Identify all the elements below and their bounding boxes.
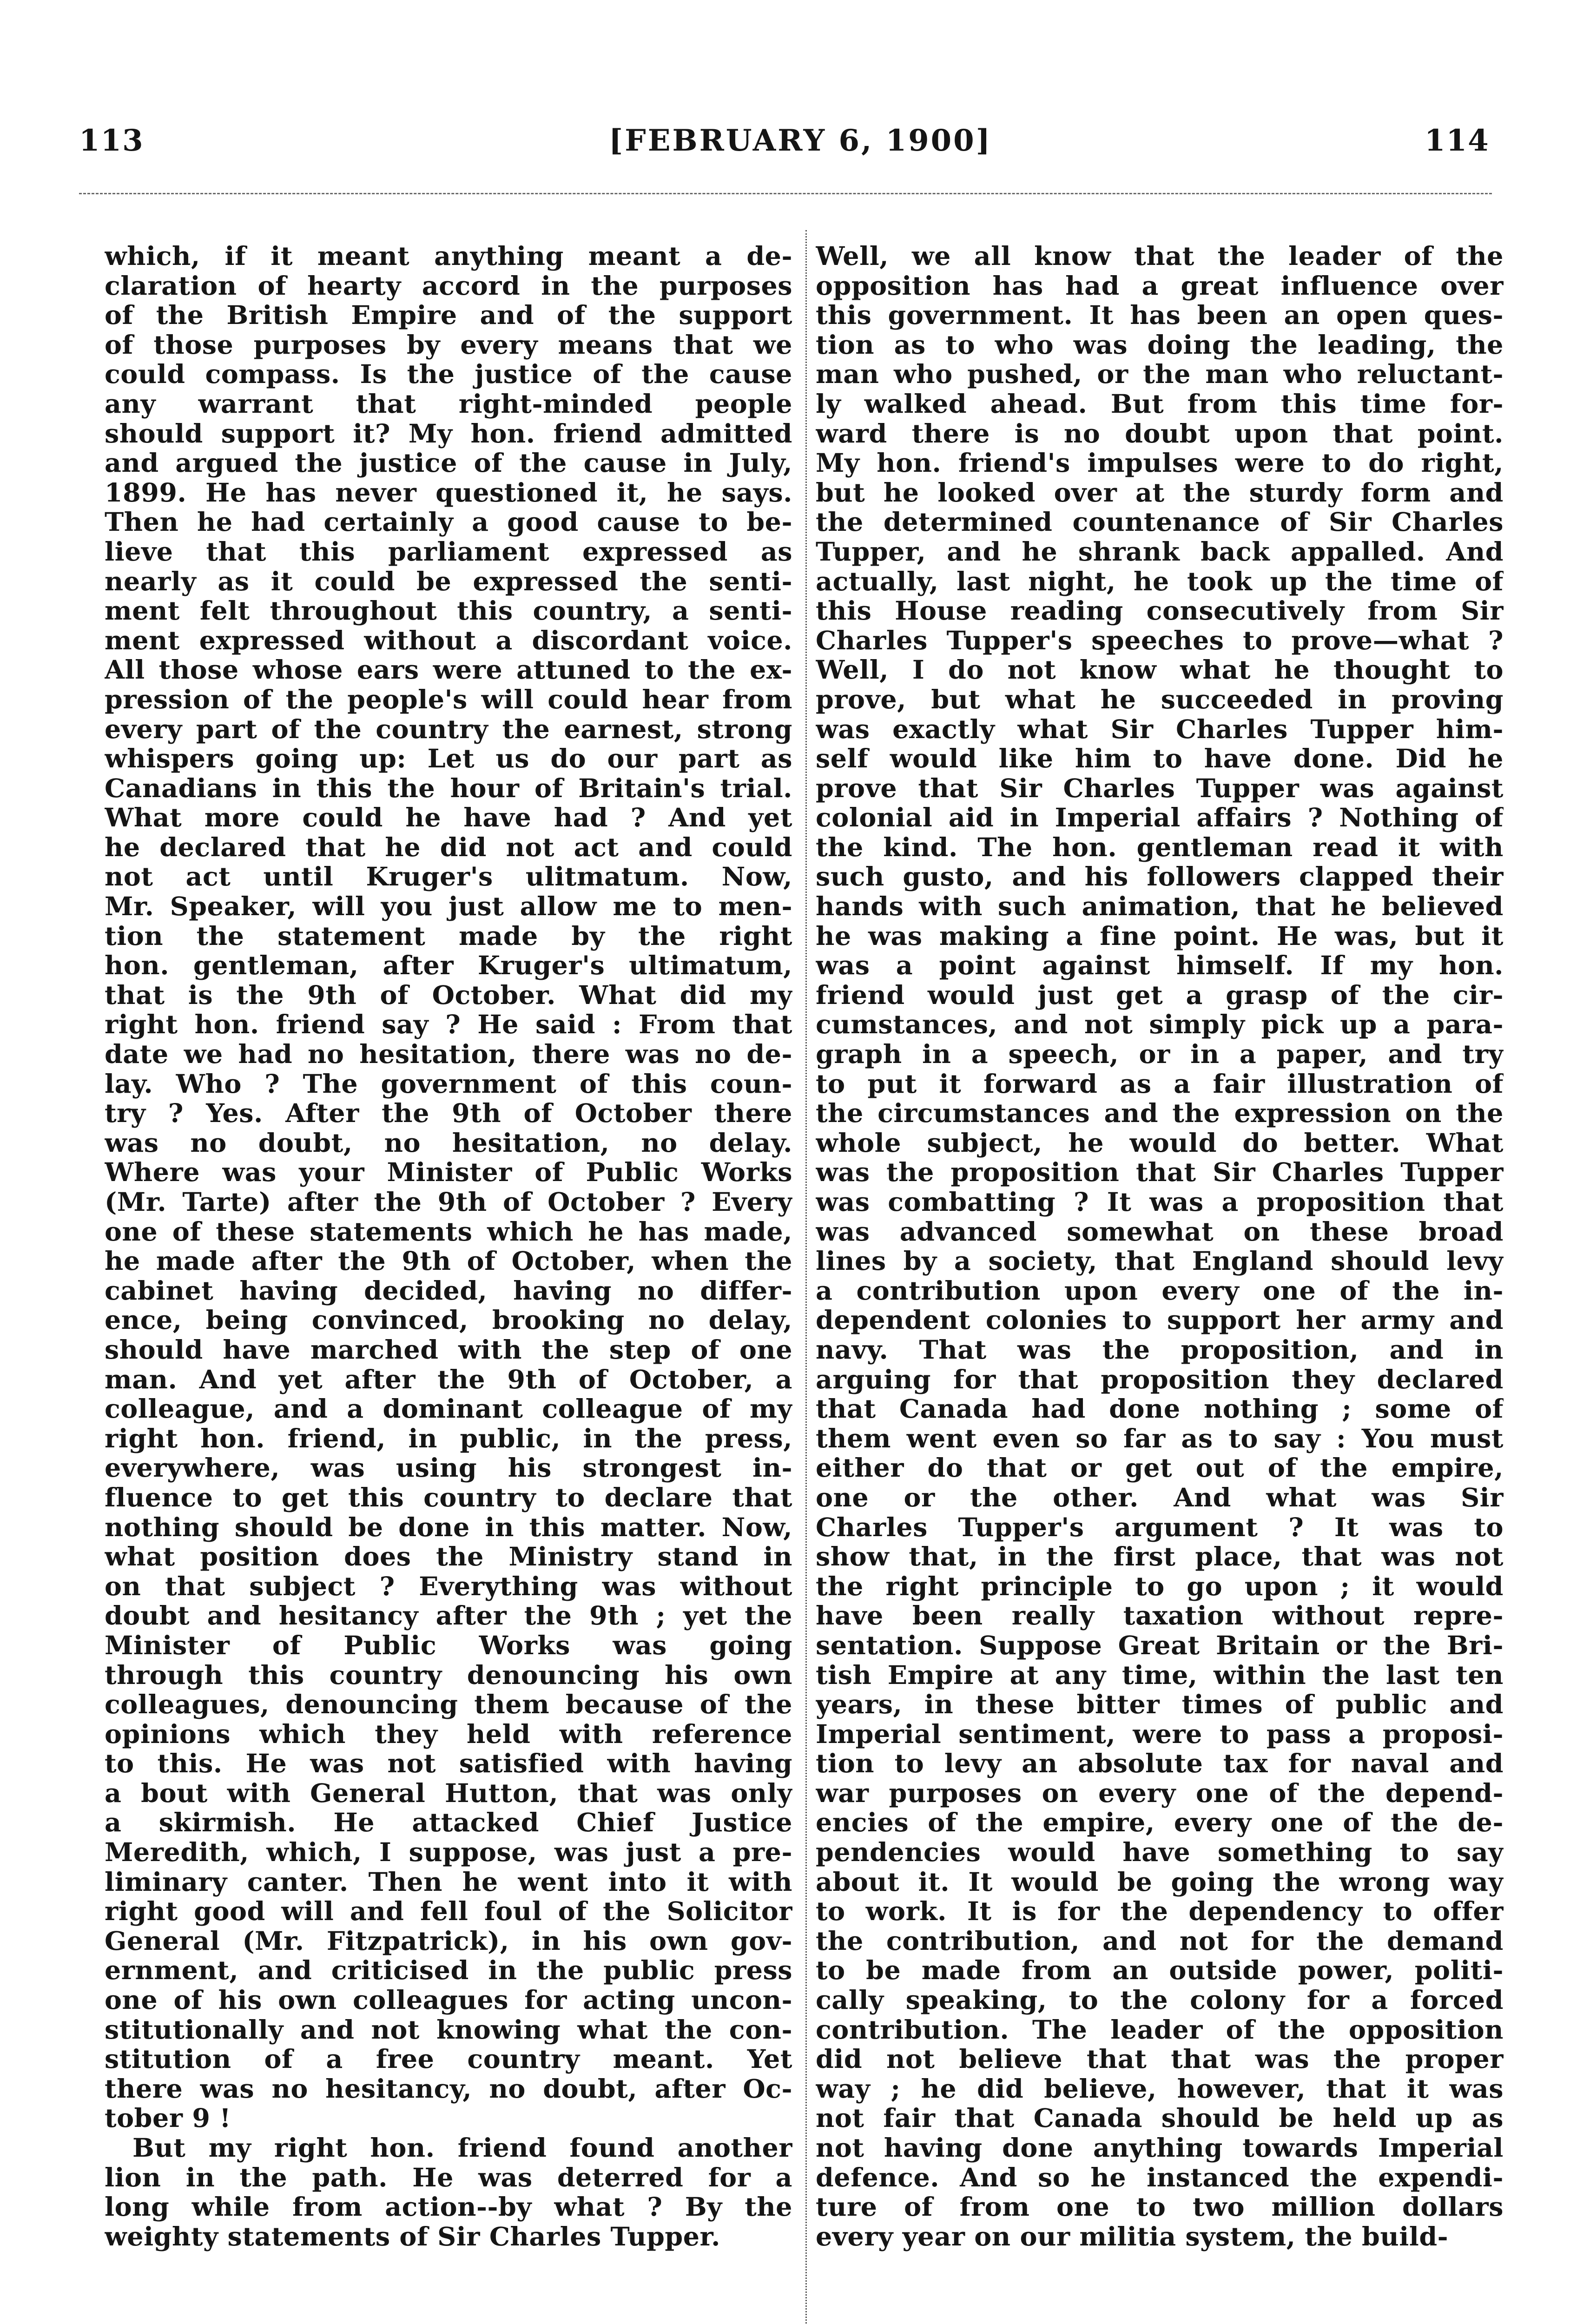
text-line: he declared that he did not act and could	[105, 832, 792, 863]
text-line: should have marched with the step of one	[105, 1335, 792, 1365]
text-line: Charles Tupper's speeches to prove—what ?	[816, 626, 1504, 656]
text-line: Imperial sentiment, were to pass a proposi-	[816, 1719, 1504, 1750]
text-line: prove, but what he succeeded in proving	[816, 685, 1504, 715]
text-line: this House reading consecutively from Sir	[816, 596, 1504, 626]
text-line: which, if it meant anything meant a de-	[105, 242, 792, 271]
text-line: did not believe that that was the proper	[816, 2045, 1504, 2074]
text-line: the determined countenance of Sir Charles	[816, 508, 1504, 537]
text-line: colleagues, denouncing them because of the	[105, 1690, 792, 1720]
text-line: whole subject, he would do better. What	[816, 1128, 1504, 1158]
text-line: stitutionally and not knowing what the con-	[105, 2015, 792, 2045]
text-line: tober 9 !	[105, 2104, 231, 2133]
text-line: date we had no hesitation, there was no de-	[105, 1040, 792, 1070]
text-line: the kind. The hon. gentleman read it with	[816, 832, 1504, 863]
text-line: lay. Who ? The government of this coun-	[105, 1069, 792, 1099]
text-line: pendencies would have something to say	[816, 1838, 1504, 1868]
text-line: he made after the 9th of October, when the	[105, 1247, 792, 1276]
text-line: was combatting ? It was a proposition that	[816, 1188, 1504, 1217]
text-line: try ? Yes. After the 9th of October there	[105, 1099, 792, 1129]
text-line: navy. That was the proposition, and in	[816, 1335, 1504, 1365]
text-line: pression of the people's will could hear from	[105, 685, 792, 715]
text-line: lion in the path. He was deterred for a	[105, 2163, 792, 2193]
text-line: war purposes on every one of the depend-	[816, 1778, 1504, 1809]
text-line: prove that Sir Charles Tupper was against	[816, 773, 1504, 804]
text-line: cabinet having decided, having no differ-	[105, 1276, 792, 1306]
header-rule	[79, 193, 1492, 194]
text-line: to this. He was not satisfied with having	[105, 1749, 792, 1779]
text-line: of the British Empire and of the support	[105, 301, 792, 330]
text-line: But my right hon. friend found another	[132, 2133, 792, 2163]
text-line: ernment, and criticised in the public press	[105, 1956, 792, 1986]
text-line: What more could he have had ? And yet	[105, 803, 792, 833]
text-line: Tupper, and he shrank back appalled. And	[816, 537, 1504, 567]
text-line: not having done anything towards Imperial	[816, 2133, 1504, 2163]
text-line: of those purposes by every means that we	[105, 330, 792, 360]
text-line: ment expressed without a discordant voice.	[105, 626, 792, 656]
text-line: should support it? My hon. friend admitted	[105, 419, 792, 449]
text-line: he was making a fine point. He was, but it	[816, 921, 1504, 951]
text-line: to work. It is for the dependency to offer	[816, 1897, 1504, 1927]
page-number-right: 114	[1425, 123, 1490, 158]
text-line: the right principle to go upon ; it would	[816, 1571, 1504, 1602]
text-line: whispers going up: Let us do our part as	[105, 744, 792, 774]
text-line: a skirmish. He attacked Chief Justice	[105, 1808, 792, 1838]
text-line: way ; he did believe, however, that it was	[816, 2074, 1504, 2104]
text-line: not act until Kruger's ulitmatum. Now,	[105, 862, 792, 892]
text-line: right hon. friend say ? He said : From that	[105, 1010, 792, 1040]
text-line: everywhere, was using his strongest in-	[105, 1453, 792, 1483]
text-line: graph in a speech, or in a paper, and try	[816, 1040, 1504, 1070]
text-line: Minister of Public Works was going	[105, 1631, 792, 1661]
text-line: that is the 9th of October. What did my	[105, 980, 792, 1010]
text-line: self would like him to have done. Did he	[816, 744, 1504, 774]
left-column	[105, 242, 792, 2251]
text-line: on that subject ? Everything was without	[105, 1571, 792, 1602]
text-line: doubt and hesitancy after the 9th ; yet the	[105, 1601, 792, 1631]
text-line: dependent colonies to support her army and	[816, 1306, 1504, 1335]
text-line: years, in these bitter times of public and	[816, 1690, 1504, 1720]
text-line: Meredith, which, I suppose, was just a pre-	[105, 1838, 792, 1868]
text-line: fluence to get this country to declare that	[105, 1483, 792, 1513]
text-line: could compass. Is the justice of the cause	[105, 360, 792, 390]
text-line: ence, being convinced, brooking no delay,	[105, 1306, 792, 1335]
text-line: one of these statements which he has made,	[105, 1217, 792, 1247]
text-line: long while from action--by what ? By the	[105, 2192, 792, 2222]
text-line: a bout with General Hutton, that was only	[105, 1778, 792, 1809]
text-line: to be made from an outside power, politi-	[816, 1956, 1504, 1986]
text-line: a contribution upon every one of the in-	[816, 1276, 1504, 1306]
text-line: colleague, and a dominant colleague of my	[105, 1394, 792, 1424]
text-line: not fair that Canada should be held up as	[816, 2104, 1504, 2133]
text-line: hon. gentleman, after Kruger's ultimatum,	[105, 951, 792, 981]
text-line: liminary canter. Then he went into it with	[105, 1867, 792, 1897]
text-line: claration of hearty accord in the purposes	[105, 271, 792, 301]
text-line: every part of the country the earnest, strong	[105, 714, 792, 745]
text-line: one or the other. And what was Sir	[816, 1483, 1504, 1513]
text-line: tion the statement made by the right	[105, 921, 792, 951]
text-line: right hon. friend, in public, in the press,	[105, 1424, 792, 1454]
text-line: Then he had certainly a good cause to be-	[105, 508, 792, 537]
text-line: Well, we all know that the leader of the	[816, 242, 1504, 271]
text-line: nearly as it could be expressed the senti-	[105, 567, 792, 597]
text-line: either do that or get out of the empire,	[816, 1453, 1504, 1483]
text-line: them went even so far as to say : You must	[816, 1424, 1504, 1454]
text-line: tion as to who was doing the leading, the	[816, 330, 1504, 360]
text-line: was advanced somewhat on these broad	[816, 1217, 1504, 1247]
text-line: lieve that this parliament expressed as	[105, 537, 792, 567]
column-divider	[805, 230, 807, 2324]
right-column	[816, 242, 1504, 2251]
text-line: lines by a society, that England should levy	[816, 1247, 1504, 1276]
page-date-title: [FEBRUARY 6, 1900]	[609, 123, 992, 158]
text-line: ly walked ahead. But from this time for-	[816, 389, 1504, 419]
text-line: man. And yet after the 9th of October, a	[105, 1365, 792, 1395]
text-line: hands with such animation, that he believed	[816, 892, 1504, 922]
text-line: defence. And so he instanced the expendi-	[816, 2163, 1504, 2193]
page-header	[0, 123, 1570, 165]
text-line: encies of the empire, every one of the de-	[816, 1808, 1504, 1838]
text-line: every year on our militia system, the build-	[816, 2222, 1449, 2252]
text-line: General (Mr. Fitzpatrick), in his own gov-	[105, 1926, 792, 1956]
text-line: such gusto, and his followers clapped their	[816, 862, 1504, 892]
text-line: through this country denouncing his own	[105, 1660, 792, 1690]
text-line: Mr. Speaker, will you just allow me to men-	[105, 892, 792, 922]
text-line: Charles Tupper's argument ? It was to	[816, 1512, 1504, 1543]
text-line: (Mr. Tarte) after the 9th of October ? Every	[105, 1188, 792, 1217]
text-line: opinions which they held with reference	[105, 1719, 792, 1750]
text-line: actually, last night, he took up the time of	[816, 567, 1504, 597]
text-line: the contribution, and not for the demand	[816, 1926, 1504, 1956]
text-line: friend would just get a grasp of the cir-	[816, 980, 1504, 1010]
text-line: Canadians in this the hour of Britain's trial.	[105, 773, 792, 804]
text-line: one of his own colleagues for acting uncon-	[105, 1986, 792, 2015]
text-line: sentation. Suppose Great Britain or the Bri-	[816, 1631, 1504, 1661]
text-line: contribution. The leader of the opposition	[816, 2015, 1504, 2045]
page-number-left: 113	[79, 123, 144, 158]
text-line: this government. It has been an open ques-	[816, 301, 1504, 330]
text-line: arguing for that proposition they declared	[816, 1365, 1504, 1395]
text-line: to put it forward as a fair illustration of	[816, 1069, 1504, 1099]
text-line: the circumstances and the expression on the	[816, 1099, 1504, 1129]
text-line: was the proposition that Sir Charles Tupper	[816, 1158, 1504, 1188]
text-line: ment felt throughout this country, a senti-	[105, 596, 792, 626]
text-line: was a point against himself. If my hon.	[816, 951, 1504, 981]
text-line: Where was your Minister of Public Works	[105, 1158, 792, 1188]
text-line: there was no hesitancy, no doubt, after Oc-	[105, 2074, 792, 2104]
text-line: was no doubt, no hesitation, no delay.	[105, 1128, 792, 1158]
text-line: cally speaking, to the colony for a forced	[816, 1986, 1504, 2015]
text-line: nothing should be done in this matter. Now,	[105, 1512, 792, 1543]
text-line: cumstances, and not simply pick up a para-	[816, 1010, 1504, 1040]
text-line: colonial aid in Imperial affairs ? Nothing of	[816, 803, 1504, 833]
text-line: any warrant that right-minded people	[105, 389, 792, 419]
text-line: about it. It would be going the wrong way	[816, 1867, 1504, 1897]
text-line: tion to levy an absolute tax for naval and	[816, 1749, 1504, 1779]
text-line: stitution of a free country meant. Yet	[105, 2045, 792, 2074]
text-line: ward there is no doubt upon that point.	[816, 419, 1504, 449]
text-line: have been really taxation without repre-	[816, 1601, 1504, 1631]
text-line: but he looked over at the sturdy form and	[816, 478, 1504, 508]
text-line: right good will and fell foul of the Solicitor	[105, 1897, 792, 1927]
text-line: Well, I do not know what he thought to	[816, 655, 1504, 685]
text-line: 1899. He has never questioned it, he says.	[105, 478, 792, 508]
text-line: that Canada had done nothing ; some of	[816, 1394, 1504, 1424]
text-line: My hon. friend's impulses were to do right,	[816, 449, 1504, 478]
text-line: what position does the Ministry stand in	[105, 1542, 792, 1572]
text-line: man who pushed, or the man who reluctant-	[816, 360, 1504, 390]
text-line: ture of from one to two million dollars	[816, 2192, 1504, 2222]
text-line: show that, in the first place, that was not	[816, 1542, 1504, 1572]
text-line: weighty statements of Sir Charles Tupper.	[105, 2222, 720, 2252]
text-line: tish Empire at any time, within the last ten	[816, 1660, 1504, 1690]
text-line: was exactly what Sir Charles Tupper him-	[816, 714, 1504, 745]
text-line: and argued the justice of the cause in July,	[105, 449, 792, 478]
text-line: All those whose ears were attuned to the ex-	[105, 655, 792, 685]
text-line: opposition has had a great influence over	[816, 271, 1504, 301]
